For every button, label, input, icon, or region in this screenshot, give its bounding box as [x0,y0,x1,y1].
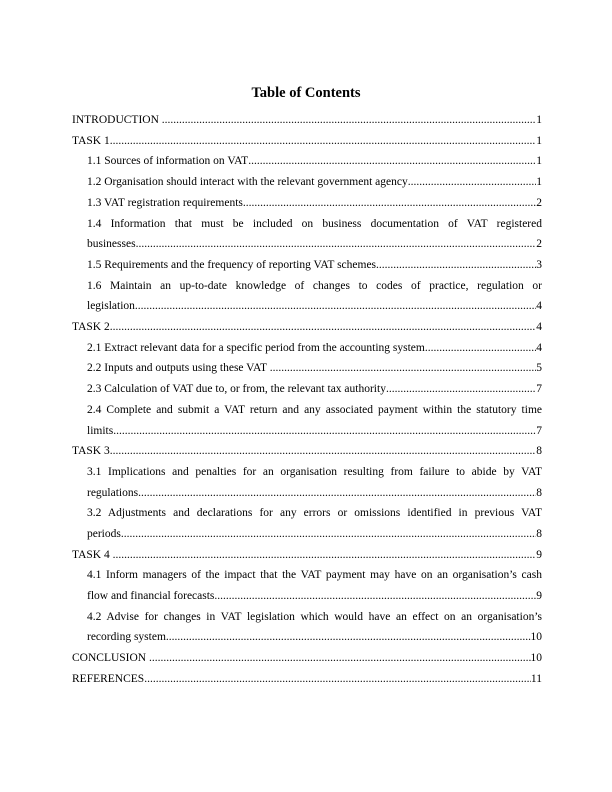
dot-leader [138,483,536,504]
toc-entry-line [87,358,542,379]
toc-entry[interactable] [87,379,542,400]
dot-leader [162,110,536,131]
toc-page-number: 9 [536,548,542,561]
toc-entry-line [87,193,542,214]
page-title: Table of Contents [251,85,361,101]
toc-entry-line [87,627,542,648]
toc-entry[interactable] [72,669,542,690]
toc-entry-text: periods [87,527,121,540]
toc-entry-line [72,441,542,462]
toc-entry-text: 1.1 Sources of information on VAT [87,155,249,168]
toc-page-number: 1 [536,155,542,168]
toc-entry[interactable] [87,151,542,172]
dot-leader [149,648,531,669]
dot-leader [425,338,536,359]
dot-leader [166,627,531,648]
toc-entry-text: businesses [87,238,136,251]
dot-leader [270,358,537,379]
dot-leader [110,317,537,338]
toc-entry[interactable] [72,648,542,669]
toc-page-number: 3 [536,258,542,271]
toc-page-number: 8 [536,527,542,540]
dot-leader [243,193,536,214]
toc-page-number: 7 [536,383,542,396]
toc-entry-text-line: 1.6 Maintain an up-to-date knowledge of changes to codes of practice, regulation or [87,279,542,292]
toc-entry[interactable] [72,131,542,152]
toc-entry-line [72,317,542,338]
toc-entry[interactable] [72,545,542,566]
toc-page-number: 4 [536,321,542,333]
toc-page-number: 2 [536,196,542,209]
toc-entry-line [87,255,542,276]
toc-entry[interactable] [87,276,542,317]
toc-entry[interactable] [72,110,542,131]
toc-entry-text-line: 1.4 Information that must be included on business documentation of VAT registered [87,217,542,230]
toc-entry-line [87,379,542,400]
toc-page-number: 10 [530,631,542,644]
toc-entry[interactable] [87,172,542,193]
toc-page-number: 8 [536,445,542,458]
toc-entry-text: 1.3 VAT registration requirements [87,196,243,209]
toc-entry[interactable] [87,214,542,255]
dot-leader [376,255,536,276]
toc-page-number: 5 [536,362,542,375]
dot-leader [136,234,537,255]
toc-entry-line [87,151,542,172]
toc-entry[interactable] [87,338,542,359]
toc-entry-text-line: 3.2 Adjustments and declarations for any errors or omissions identified in previous VAT [87,507,542,520]
toc-entry-text: 2.3 Calculation of VAT due to, or from, the relevant tax authority [87,383,386,396]
toc-entry-text: TASK 4 [72,548,113,561]
toc-entry[interactable] [87,503,542,544]
dot-leader [110,441,537,462]
toc-entry-text: regulations [87,486,139,499]
toc-entry-line [72,110,542,131]
toc-entry-line [87,483,542,504]
toc-page-number: 4 [536,300,542,313]
toc-entry-line [87,586,542,607]
toc-entry-text-line: 4.2 Advise for changes in VAT legislation which would have an effect on an organisation’s [87,610,542,623]
toc-entry-text: TASK 2 [72,321,110,333]
toc-entry[interactable] [87,565,542,606]
toc-entry-text: 1.5 Requirements and the frequency of reporting VAT schemes [87,258,377,271]
toc-page-number: 7 [536,424,542,437]
toc-entry-text: legislation [87,300,135,313]
toc-page-number: 1 [536,134,542,147]
toc-entry-text: REFERENCES [72,672,145,685]
toc-entry[interactable] [87,607,542,648]
toc-entry-line [87,421,542,442]
toc-page-number: 2 [536,238,542,251]
toc-entry-line [87,296,542,317]
toc-entry-text: INTRODUCTION [72,114,162,126]
toc-entry-text: limits [87,424,114,437]
toc-page-number: 8 [536,486,542,499]
toc-entry-text: flow and financial forecasts [87,590,215,603]
toc-entry-line [72,131,542,152]
toc-entry-line [87,172,542,193]
dot-leader [144,669,531,690]
toc-entry[interactable] [72,441,542,462]
toc-page-number: 10 [530,652,542,665]
toc-entry-text: 1.2 Organisation should interact with the relevant government agency [87,176,408,189]
dot-leader [408,172,537,193]
toc-entry-text: TASK 3 [72,445,110,458]
toc-entry-text: TASK 1 [72,134,110,147]
toc-entry-text: recording system [87,631,166,644]
toc-entry[interactable] [87,400,542,441]
toc-entry-line [72,545,542,566]
toc-entry-text: 2.2 Inputs and outputs using these VAT [87,362,270,375]
toc-entry[interactable] [72,317,542,338]
toc-page-number: 11 [530,672,542,685]
dot-leader [248,151,536,172]
toc-entry-text: 2.1 Extract relevant data for a specific period from the accounting system [87,341,425,354]
toc-entry[interactable] [87,462,542,503]
dot-leader [113,545,537,566]
toc-entry[interactable] [87,255,542,276]
toc-entry[interactable] [87,358,542,379]
toc-entry-line [72,648,542,669]
dot-leader [110,131,537,152]
toc-entry-text: CONCLUSION [72,652,149,665]
toc-entry-text-line: 3.1 Implications and penalties for an organisation resulting from failure to abide by VAT [87,465,542,478]
toc-entry-line [87,524,542,545]
toc-page-number: 4 [536,341,542,354]
toc-entry-line [72,669,542,690]
toc-page-number: 1 [536,176,542,189]
dot-leader [135,296,536,317]
dot-leader [121,524,536,545]
dot-leader [113,421,536,442]
toc-page-number: 9 [536,590,542,603]
toc-page-number: 1 [536,114,542,126]
toc-entry[interactable] [87,193,542,214]
dot-leader [214,586,536,607]
dot-leader [386,379,536,400]
toc-entry-line [87,234,542,255]
toc-entry-line [87,338,542,359]
table-of-contents [72,110,542,690]
toc-entry-text-line: 2.4 Complete and submit a VAT return and any associated payment within the statutory time [87,403,542,416]
toc-entry-text-line: 4.1 Inform managers of the impact that the VAT payment may have on an organisation’s cash [87,569,542,582]
